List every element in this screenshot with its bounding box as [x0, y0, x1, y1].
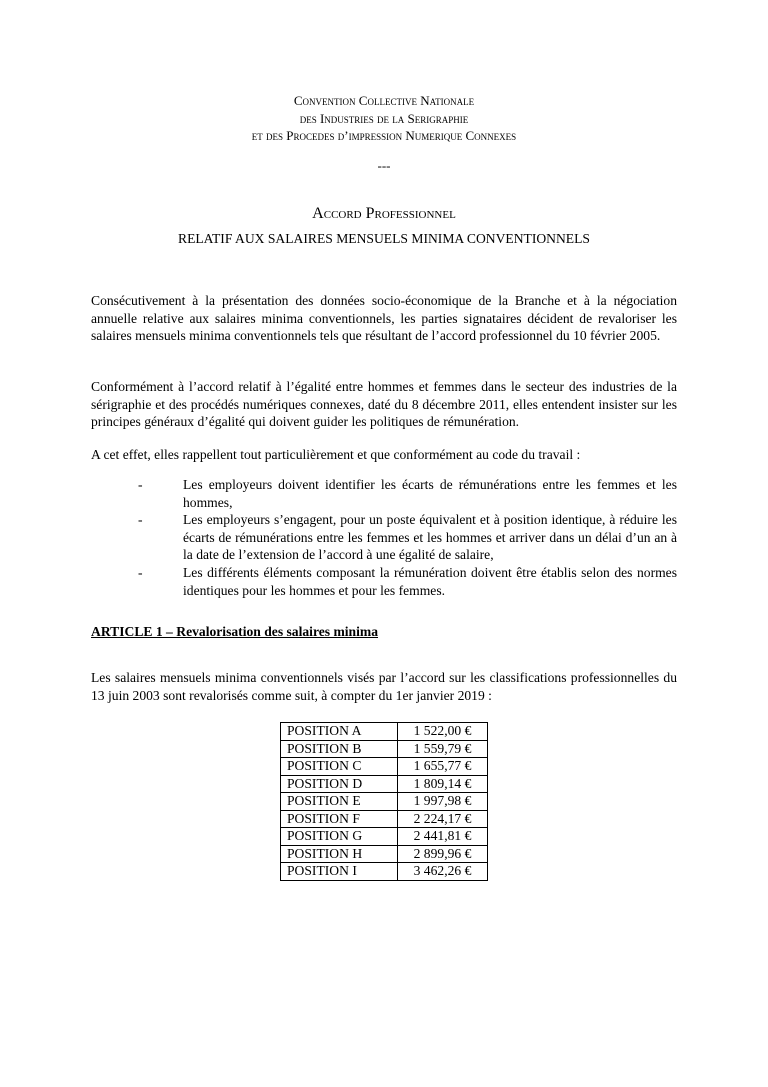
amount-cell: 2 441,81 €: [398, 828, 488, 846]
table-row: [281, 723, 488, 741]
article-1-heading: ARTICLE 1 – Revalorisation des salaires minima: [91, 624, 379, 639]
paragraph-egalite: Conformément à l’accord relatif à l’égalité entre hommes et femmes dans le secteur des industries de la sérigraphie et des procédés numériques connexes, daté du 8 décembre 2011, elles entendent insister sur les principes généraux d’égalité qui doivent guider les politiques de rémunération.: [91, 379, 677, 430]
table-row: [281, 810, 488, 828]
amount-cell: 2 224,17 €: [398, 810, 488, 828]
bullet-dash: -: [138, 477, 143, 492]
position-cell: POSITION G: [281, 828, 398, 846]
table-row: [281, 845, 488, 863]
accord-title: Accord Professionnel: [312, 205, 456, 222]
amount-cell: 1 559,79 €: [398, 740, 488, 758]
amount-cell: 1 522,00 €: [398, 723, 488, 741]
table-row: [281, 758, 488, 776]
bullet-text: Les employeurs s’engagent, pour un poste équivalent et à position identique, à réduire les écarts de rémunérations entre les femmes et les hommes et arriver dans un délai d’un an à la date de l’extension de l’accord à une égalité de salaire,: [183, 512, 677, 563]
table-row: [281, 740, 488, 758]
position-cell: POSITION A: [281, 723, 398, 741]
bullet-dash: -: [138, 512, 143, 527]
amount-cell: 3 462,26 €: [398, 863, 488, 881]
paragraph-intro: Consécutivement à la présentation des données socio-économique de la Branche et à la négociation annuelle relative aux salaires minima conventionnels, les parties signataires décident de revaloriser les salaires mensuels minima conventionnels tels que résultant de l’accord professionnel du 10 février 2005.: [91, 293, 677, 344]
bullet-dash: -: [138, 565, 143, 580]
table-row: [281, 828, 488, 846]
position-cell: POSITION B: [281, 740, 398, 758]
convention-title-line-1: Convention Collective Nationale: [293, 93, 475, 108]
position-cell: POSITION F: [281, 810, 398, 828]
position-cell: POSITION E: [281, 793, 398, 811]
amount-cell: 1 809,14 €: [398, 775, 488, 793]
position-cell: POSITION H: [281, 845, 398, 863]
convention-title-line-3: et des Procedes d’impression Numerique Connexes: [251, 128, 517, 143]
amount-cell: 1 655,77 €: [398, 758, 488, 776]
amount-cell: 1 997,98 €: [398, 793, 488, 811]
table-row: [281, 775, 488, 793]
convention-title-line-2: des Industries de la Serigraphie: [299, 111, 469, 126]
position-cell: POSITION C: [281, 758, 398, 776]
header-separator: ---: [377, 158, 391, 173]
article-1-intro: Les salaires mensuels minima conventionnels visés par l’accord sur les classifications professionnelles du 13 juin 2003 sont revalorisés comme suit, à compter du 1er janvier 2019 :: [91, 670, 677, 703]
table-row: [281, 863, 488, 881]
bullet-text: Les employeurs doivent identifier les écarts de rémunérations entre les femmes et les hommes,: [183, 477, 677, 510]
position-cell: POSITION D: [281, 775, 398, 793]
accord-subtitle: RELATIF AUX SALAIRES MENSUELS MINIMA CONVENTIONNELS: [178, 231, 590, 246]
table-row: [281, 793, 488, 811]
amount-cell: 2 899,96 €: [398, 845, 488, 863]
salary-table: [280, 722, 488, 881]
paragraph-rappel: A cet effet, elles rappellent tout particulièrement et que conformément au code du travail :: [91, 447, 581, 462]
position-cell: POSITION I: [281, 863, 398, 881]
bullet-text: Les différents éléments composant la rémunération doivent être établis selon des normes identiques pour les hommes et pour les femmes.: [183, 565, 677, 598]
